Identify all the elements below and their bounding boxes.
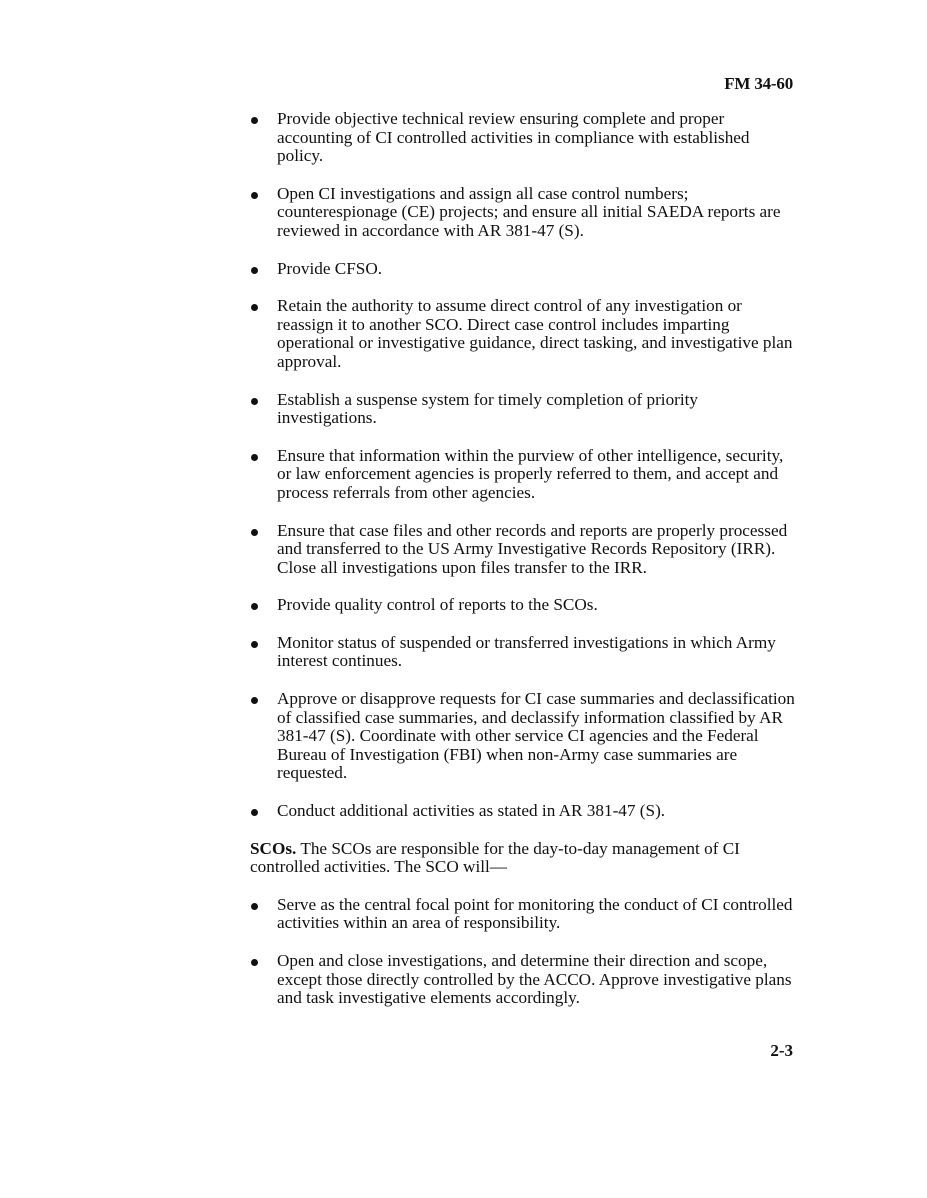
aco-responsibilities-list	[250, 110, 798, 821]
list-item	[250, 185, 798, 241]
list-item	[250, 260, 798, 279]
bullet-icon	[251, 304, 258, 311]
bullet-icon	[251, 529, 258, 536]
bullet-icon	[251, 641, 258, 648]
list-item-text: Provide objective technical review ensuring complete and proper accounting of CI controlled activities in compliance with established policy.	[277, 109, 750, 166]
bullet-icon	[251, 603, 258, 610]
sco-responsibilities-list	[250, 896, 798, 1008]
bullet-icon	[251, 903, 258, 910]
list-item	[250, 896, 798, 933]
list-item-text: Monitor status of suspended or transferred investigations in which Army interest continues.	[277, 632, 776, 671]
bullet-icon	[251, 454, 258, 461]
list-item	[250, 802, 798, 821]
list-item	[250, 522, 798, 578]
bullet-icon	[251, 697, 258, 704]
bullet-icon	[251, 809, 258, 816]
bullet-icon	[251, 192, 258, 199]
list-item-text: Retain the authority to assume direct control of any investigation or reassign it to another SCO. Direct case control includes imparting operational or investigative guidance, direct tasking, and investigative plan approval.	[277, 296, 793, 371]
sco-paragraph-text: The SCOs are responsible for the day-to-day management of CI controlled activities. The SCO will—	[250, 838, 740, 877]
list-item	[250, 391, 798, 428]
list-item-text: Ensure that information within the purview of other intelligence, security, or law enforcement agencies is properly referred to them, and accept and process referrals from other agencies.	[277, 445, 784, 502]
list-item-text: Conduct additional activities as stated in AR 381-47 (S).	[277, 801, 666, 821]
list-item-text: Establish a suspense system for timely completion of priority investigations.	[277, 389, 699, 428]
list-item-text: Provide CFSO.	[277, 258, 383, 278]
bullet-icon	[251, 117, 258, 124]
list-item	[250, 690, 798, 783]
list-item	[250, 952, 798, 1008]
sco-paragraph	[250, 840, 798, 877]
bullet-icon	[251, 959, 258, 966]
sco-heading: SCOs.	[250, 838, 297, 858]
document-id: FM 34-60	[724, 74, 793, 93]
page-content	[250, 110, 798, 1008]
list-item-text: Ensure that case files and other records and reports are properly processed and transferred to the US Army Investigative Records Repository (IRR). Close all investigations upon files transfer to the IRR.	[277, 520, 788, 577]
bullet-icon	[251, 267, 258, 274]
bullet-icon	[251, 398, 258, 405]
list-item-text: Provide quality control of reports to the SCOs.	[277, 595, 598, 615]
list-item	[250, 634, 798, 671]
list-item-text: Approve or disapprove requests for CI case summaries and declassification of classified case summaries, and declassify information classified by AR 381-47 (S). Coordinate with other service CI agencies and the Federal Bureau of Investigation (FBI) when non-Army case summaries are requested.	[277, 689, 795, 783]
list-item	[250, 110, 798, 166]
list-item-text: Open and close investigations, and determine their direction and scope, except those directly controlled by the ACCO. Approve investigative plans and task investigative elements accordingly.	[277, 951, 792, 1008]
list-item-text: Serve as the central focal point for monitoring the conduct of CI controlled activities within an area of responsibility.	[277, 894, 793, 933]
list-item-text: Open CI investigations and assign all case control numbers; counterespionage (CE) projects; and ensure all initial SAEDA reports are reviewed in accordance with AR 381-47 (S).	[277, 183, 781, 240]
list-item	[250, 297, 798, 371]
list-item	[250, 447, 798, 503]
list-item	[250, 596, 798, 615]
page-number: 2-3	[770, 1041, 793, 1060]
